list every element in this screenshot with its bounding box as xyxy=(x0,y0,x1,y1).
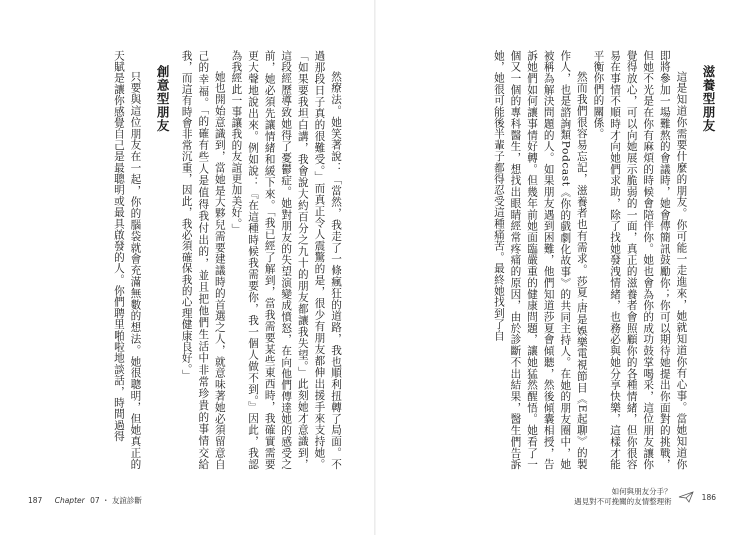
left-page-number: 187 xyxy=(28,496,43,505)
right-paragraph-1: 這是知道你需要什麼的朋友。你可能一走進來，她就知道你有心事。當她知道你即將參加一場難熬的會議時，她會傳簡訊鼓勵你；你可以期待她提出你面對的挑戰，但她不光是在你有麻煩的時候會陪伴你。她也會為你的成功鼓掌喝采，這位朋友讓你覺得放心，可以向她展示脆弱的一面，真正的滋養者會照顧你的各種情緒，但你很容易在事情不順時才向她們求助，除了找她發洩情緒，也務必與她分享快樂，這樣才能平衡你們的關係。 xyxy=(592,50,688,470)
chapter-label: Chapter xyxy=(54,496,85,505)
left-paragraph-1: 然療法。她笑著說：「當然，我走了一條瘋狂的道路，我也順利扭轉了局面。不過那段日子真的很難受。」而真正令人震驚的是，很少有朋友都伸出援手來支持她。「如果要我坦白講，我會說大約百分之九十的朋友都讓我失望。」此刻她才意識到，這段經歷導致她得了憂鬱症。她對朋友的失望演變成憤怒，在向他們傳達她的感受之前，她必須先讓情緒和緩下來。「我已經了解到，當我需要某些東西時，我確實需要更大聲地說出來。例如說：『在這種時候我需要你，我一個人做不到。』因此，我認為我經此一事讓我的友誼更加美好。」 xyxy=(230,50,342,470)
paper-plane-icon xyxy=(678,491,694,503)
right-page-text xyxy=(398,50,716,470)
left-footer xyxy=(28,495,142,506)
left-paragraph-2: 她也開始意識到，當她是大夥兒需要建議時的首選之人，就意味著她必須留意自己的幸福。「的確有些人是值得我付出的，並且把他們生活中非常珍貴的事情交給我，而這有時會非常沉重，因此，我必須確保我的心理健康良好。」 xyxy=(180,50,226,470)
chapter-title: 友誼診斷 xyxy=(111,496,142,505)
left-page-text xyxy=(26,50,344,470)
section-heading-nurturing: 滋養型朋友 xyxy=(701,65,716,133)
running-head-subtitle: 遇見對不可挽關的友情整理術 xyxy=(574,497,672,506)
section-gap xyxy=(170,50,178,470)
right-footer xyxy=(574,487,716,507)
left-section-paragraph-1: 只要與這位朋友在一起，你的腦袋就會充滿無數的想法。她很聰明，但她真正的天賦是讓你感覺自己是最聰明或最具啟發的人。你們聘里啪啦地談話，時間過得 xyxy=(112,50,142,470)
chapter-separator: ・ xyxy=(102,496,110,505)
running-head-title: 如何與朋友分手？ xyxy=(611,487,672,496)
chapter-number: 07 xyxy=(90,496,100,505)
running-head xyxy=(574,487,672,507)
right-paragraph-2: 然而我們很容易忘記，滋養者也有需求。莎夏·唐是娛樂電視節目《E起聊》的製作人，也是諮詢類Podcast《你的戲劇化故事》的共同主持人。在她的朋友圈中，她被稱為解決問題的人。如果朋友遇到困難，他們知道莎夏會傾聽，然後傾囊相授，告訴她們如何讓事情好轉。但幾年前她面臨嚴重的健康問題，讓她猛然醒悟。她看了一個又一個的專科醫生，想找出眼睛經常疼痛的原因，由於診斷不出結果，醫生們告訴她，她很可能後半輩子都得忍受這種痛苦。最終她找到了自 xyxy=(492,50,588,470)
right-page-number: 186 xyxy=(701,492,716,502)
left-page xyxy=(0,0,374,535)
section-heading-creative: 創意型朋友 xyxy=(155,65,171,133)
right-page xyxy=(376,0,750,535)
